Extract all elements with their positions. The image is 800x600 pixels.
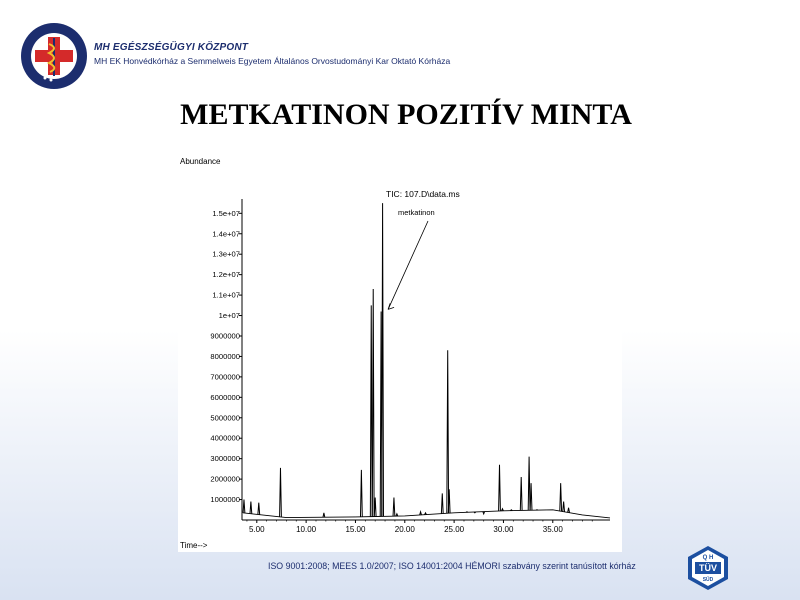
x-axis-label: Time--> xyxy=(180,541,208,550)
chromatogram-peak xyxy=(243,500,245,513)
y-tick-label: 1000000 xyxy=(210,495,240,505)
tuv-certification-icon xyxy=(685,545,731,591)
x-tick-label: 35.00 xyxy=(542,525,563,534)
chromatogram-peak xyxy=(258,503,260,515)
y-tick-label: 1.1e+07 xyxy=(212,290,240,300)
chromatogram-peak xyxy=(382,203,384,516)
x-tick-label: 5.00 xyxy=(249,525,265,534)
org-title: MH EGÉSZSÉGÜGYI KÖZPONT xyxy=(94,42,249,53)
chromatogram-peak xyxy=(280,468,282,517)
y-tick-label: 5000000 xyxy=(210,413,240,423)
y-tick-label: 8000000 xyxy=(210,351,240,361)
y-tick-label: 2000000 xyxy=(210,474,240,484)
y-tick-label: 9000000 xyxy=(210,331,240,341)
chromatogram-peak xyxy=(528,457,530,511)
y-axis-label: Abundance xyxy=(180,157,221,166)
chromatogram-peak xyxy=(323,513,325,517)
chromatogram-peak xyxy=(568,508,570,513)
chromatogram-peak xyxy=(530,483,532,510)
y-tick-label: 6000000 xyxy=(210,392,240,402)
annotation-arrow-line xyxy=(388,221,428,309)
chromatogram-peak xyxy=(563,502,565,512)
y-tick-label: 4000000 xyxy=(210,433,240,443)
y-tick-label: 1e+07 xyxy=(218,311,240,321)
org-subtitle: MH EK Honvédkórház a Semmelweis Egyetem Általános Orvostudományi Kar Oktató Kórháza xyxy=(94,56,451,66)
x-tick-label: 15.00 xyxy=(345,525,366,534)
chromatogram-chart xyxy=(178,155,622,552)
chromatogram-peak xyxy=(520,477,522,510)
y-tick-label: 1.2e+07 xyxy=(212,270,240,280)
svg-text:SÜD: SÜD xyxy=(702,577,714,583)
chromatogram-peak xyxy=(560,483,562,511)
y-tick-label: 7000000 xyxy=(210,372,240,382)
chromatogram-peak xyxy=(420,512,422,515)
chromatogram-panel xyxy=(178,155,622,552)
chromatogram-peak xyxy=(393,498,395,517)
x-tick-label: 25.00 xyxy=(444,525,465,534)
slide-title: METKATINON POZITÍV MINTA xyxy=(180,98,632,131)
chromatogram-peak xyxy=(448,489,450,513)
x-tick-label: 20.00 xyxy=(394,525,415,534)
chromatogram-peak xyxy=(499,465,501,511)
chromatogram-peak xyxy=(372,289,374,517)
x-tick-label: 30.00 xyxy=(493,525,514,534)
y-tick-label: 3000000 xyxy=(210,454,240,464)
svg-text:TÜV: TÜV xyxy=(699,563,717,573)
y-tick-label: 1.3e+07 xyxy=(212,249,240,259)
y-tick-label: 1.4e+07 xyxy=(212,229,240,239)
chart-title: TIC: 107.D\data.ms xyxy=(386,189,460,199)
x-tick-label: 10.00 xyxy=(296,525,317,534)
chromatogram-peak xyxy=(374,498,376,517)
svg-text:Q H: Q H xyxy=(702,555,714,561)
chromatogram-peak xyxy=(250,502,252,514)
certification-text: ISO 9001:2008; MEES 1.0/2007; ISO 14001:2004 HÉMORI szabvány szerint tanúsított kórház xyxy=(268,561,636,571)
annotation-arrow-head xyxy=(388,303,394,309)
y-tick-label: 1.5e+07 xyxy=(212,208,240,218)
hospital-logo-icon xyxy=(20,22,88,90)
chromatogram-peak xyxy=(360,470,362,517)
chromatogram-peak xyxy=(441,493,443,513)
peak-annotation-label: metkatinon xyxy=(398,208,435,217)
chromatogram-peak xyxy=(447,350,449,513)
chromatogram-peak xyxy=(370,305,372,516)
